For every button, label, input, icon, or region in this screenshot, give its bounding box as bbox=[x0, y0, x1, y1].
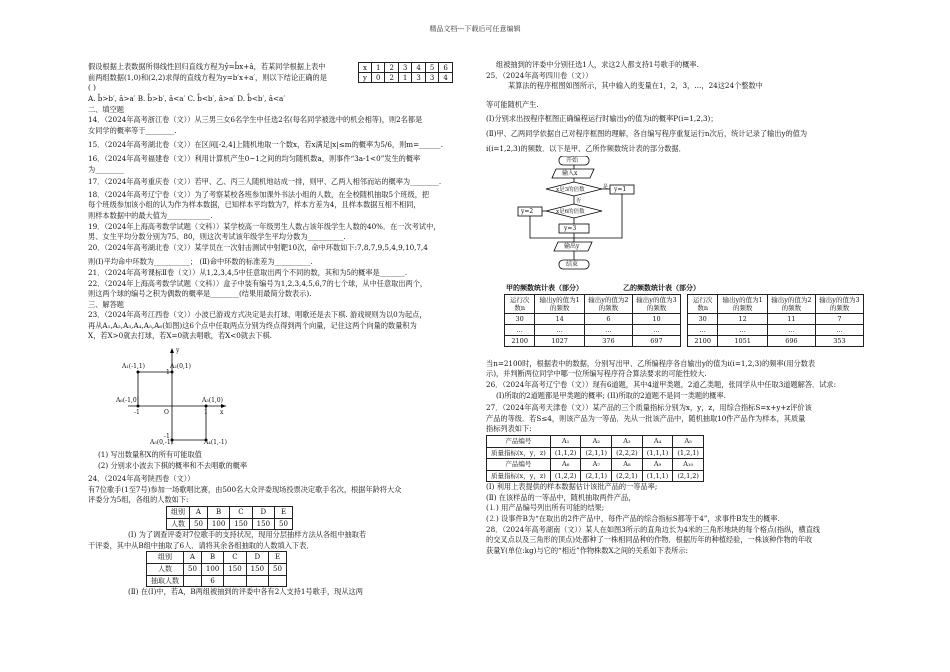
q18-cont: 则样本数据中的最大值为____________. bbox=[88, 210, 213, 220]
label-neg1x: -1 bbox=[134, 409, 140, 417]
cell: A₆ bbox=[550, 459, 581, 471]
cell: 6 bbox=[439, 63, 452, 73]
cell: D bbox=[246, 552, 268, 564]
cell: 3 bbox=[412, 73, 425, 83]
q28: 28．（2024年高考湖南（文））某人在如图3所示的直角边长为4米的三角形地块的每个格点(指纵，横直线 bbox=[486, 524, 821, 534]
freq-title-b: 乙的频数统计表（部分） bbox=[623, 283, 700, 293]
cell: A₅ bbox=[673, 435, 704, 447]
cell bbox=[246, 575, 268, 587]
cell: 6 bbox=[584, 313, 632, 324]
q24i-cont: 干评委，其中从B组中抽取了6人．请将其余各组抽取的人数填入下表． bbox=[88, 540, 314, 550]
cell: A₉ bbox=[642, 459, 673, 471]
freq-titles bbox=[506, 283, 864, 294]
cell: (1,1,1) bbox=[642, 470, 673, 482]
cell: 3 bbox=[425, 73, 438, 83]
cell: 150 bbox=[246, 564, 268, 576]
q17: 17．（2024年高考重庆卷（文））若甲、乙、丙三人随机地站成一排，则甲、乙两人相邻而站的概率为________. bbox=[88, 177, 442, 187]
label-x: x bbox=[220, 409, 224, 417]
cell: 输出y的值为2的频数 bbox=[767, 294, 815, 313]
flow-cond1: x是3的倍数 bbox=[556, 187, 585, 194]
label-neg1: -1 bbox=[164, 433, 170, 441]
freq-tables bbox=[504, 294, 864, 347]
flow-end: 结束 bbox=[566, 261, 579, 269]
cell: 100 bbox=[207, 518, 229, 530]
flow-y2: y=2 bbox=[521, 208, 534, 216]
label-a5: A₅(0,-1) bbox=[150, 439, 173, 447]
q15: 15．（2024年高考湖北卷（文））在区间[-2,4]上随机地取一个数x，若x满足|x|≤m的概率为5/6，则m=______. bbox=[88, 140, 443, 150]
left-column bbox=[88, 62, 356, 94]
cell: 7 bbox=[815, 313, 863, 324]
cell: 150 bbox=[252, 518, 274, 530]
cell: 4 bbox=[412, 63, 425, 73]
q22: 22．（2024年上海高考数学试题（文科））盒子中装有编号为1,2,3,4,5,6,7的七个球，从中任意取出两个， bbox=[88, 278, 428, 288]
cell: 6 bbox=[201, 575, 223, 587]
section-title: 三、解答题 bbox=[88, 299, 124, 309]
flow-yes: 是 bbox=[603, 184, 609, 191]
cell: 抽取人数 bbox=[147, 575, 184, 587]
q23-cont: X，若X>0就去打球，若X=0就去唱歌，若X<0就去下棋. bbox=[88, 331, 272, 341]
label-a2: A₂(0,1) bbox=[170, 363, 191, 371]
cell: 30 bbox=[505, 313, 535, 324]
q27b-cont: (⒉) 设事件B为“在取出的2件产品中，每件产品的综合指标S都等于4”，求事件B发生的概率. bbox=[486, 514, 780, 524]
sampling-table bbox=[146, 551, 287, 587]
q14-cont: 女同学的概率等于________. bbox=[88, 125, 177, 135]
cell: (1,1,1) bbox=[642, 447, 673, 459]
cell: (2,1,2) bbox=[673, 470, 704, 482]
cell: 输出y的值为1的频数 bbox=[535, 294, 585, 313]
q25f: 当n=2100时，根据表中的数据，分别写出甲、乙所编程序各自输出y的值为i(i=1,2,3)的频率(用分数表 bbox=[486, 358, 816, 368]
cell: (2,1,1) bbox=[581, 447, 612, 459]
cell: 11 bbox=[767, 313, 815, 324]
label-a4: A₄(1,-1) bbox=[204, 439, 227, 447]
cell: 1051 bbox=[718, 335, 768, 346]
cell: 353 bbox=[815, 335, 863, 346]
left-column-main bbox=[88, 94, 470, 598]
cell: A₂ bbox=[581, 435, 612, 447]
cell: y bbox=[359, 73, 372, 83]
cell: 100 bbox=[201, 564, 223, 576]
cell: 人数 bbox=[147, 564, 184, 576]
cell: 运行次数n bbox=[688, 294, 718, 313]
flowchart-svg bbox=[514, 156, 644, 281]
q24ii: (Ⅱ) 在(Ⅰ)中，若A，B两组被抽到的评委中各有2人支持1号歌手，现从这两 bbox=[128, 587, 363, 597]
cell: (2,2,2) bbox=[612, 447, 643, 459]
cell: … bbox=[584, 324, 632, 335]
cell: 输出y的值为3的频数 bbox=[815, 294, 863, 313]
q26-cont: (I)所取的2道题都是甲类题的概率; (II)所取的2道题不是同一类题的概率. bbox=[496, 390, 726, 400]
cell: 质量指标(x，y，z) bbox=[487, 447, 551, 459]
cell: 50 bbox=[275, 518, 293, 530]
cell: … bbox=[767, 324, 815, 335]
q18: 18．（2024年高考辽宁卷（文））为了考察某校各班参加课外书法小组的人数，在全校随机抽取5个班级，把 bbox=[88, 189, 430, 199]
cell: 输出y的值为2的频数 bbox=[584, 294, 632, 313]
cell: 0 bbox=[371, 73, 384, 83]
cell: 3 bbox=[398, 63, 411, 73]
cell: A₃ bbox=[612, 435, 643, 447]
cell: 150 bbox=[224, 564, 246, 576]
q22-cont: 则这两个球的编号之积为偶数的概率是________(结果用最简分数表示). bbox=[88, 289, 312, 299]
right-column bbox=[486, 60, 864, 556]
freq-table-b bbox=[687, 294, 864, 347]
xy-table bbox=[358, 62, 453, 83]
cell: 50 bbox=[269, 564, 287, 576]
cell: A bbox=[184, 552, 202, 564]
q20-cont: 则(Ⅰ)平均命中环数为__________； (Ⅱ)命中环数的标准差为__________. bbox=[88, 257, 313, 267]
intro-line: ( ) bbox=[88, 83, 96, 93]
cell: 376 bbox=[584, 335, 632, 346]
q23-cont: 再从A₁,A₂,A₃,A₄,A₅,A₆(如图)这6个点中任取两点分别为终点得到两个向量，记住这两个向量的数量积为 bbox=[88, 320, 417, 330]
q19-cont: 男、女生平均分数分别为75、80，则这次考试该年级学生平均分数为__________. bbox=[88, 232, 346, 242]
cell: A₄ bbox=[642, 435, 673, 447]
q23b: (2) 分别求小波去下棋的概率和不去唱歌的概率 bbox=[98, 460, 248, 470]
label-y: y bbox=[176, 347, 180, 355]
q16-cont: 为________ bbox=[88, 164, 124, 174]
cell: 输出y的值为1的频数 bbox=[718, 294, 768, 313]
cell: … bbox=[632, 324, 680, 335]
freq-table-a bbox=[504, 294, 681, 347]
choices: A. b̂>b′, â>a′ B. b̂>b′, â<a′ C. b̂<b′, â>a′ D. b̂<b′, â<a′ bbox=[88, 94, 285, 103]
cell: (1,2,1) bbox=[673, 447, 704, 459]
cell: 2 bbox=[385, 63, 398, 73]
q25b: 等可能随机产生. bbox=[486, 99, 539, 109]
q24i: (Ⅰ) 为了调查评委对7位歌手的支持状况，现用分层抽样方法从各组中抽取若 bbox=[128, 530, 367, 540]
cell: B bbox=[201, 552, 223, 564]
quality-table bbox=[486, 435, 704, 482]
flow-no: 否 bbox=[576, 198, 582, 205]
cell: 1 bbox=[371, 63, 384, 73]
cell: 2100 bbox=[688, 335, 718, 346]
cell: x bbox=[359, 63, 372, 73]
q27-cont: 产品的等级．若S≤4，则该产品为一等品．先从一批该产品中，随机抽取10件产品作为样本，其质量 bbox=[486, 413, 806, 423]
cell: 质量指标(x，y，z) bbox=[487, 470, 551, 482]
cell: D bbox=[252, 507, 274, 519]
page-header: 精品文档---下载后可任意编辑 bbox=[429, 25, 521, 33]
q21: 21．（2024年高考课标Ⅱ卷（文））从1,2,3,4,5中任意取出两个不同的数，其和为5的概率是_______. bbox=[88, 267, 408, 277]
q24-cont: 评委分为5组，各组的人数如下: bbox=[88, 495, 189, 505]
cell: … bbox=[688, 324, 718, 335]
flow-y3: y=3 bbox=[564, 225, 577, 233]
q27b: (Ⅰ) 利用上表提供的样本数据估计该批产品的一等品率; bbox=[486, 482, 658, 492]
cell: (1,1,2) bbox=[550, 447, 581, 459]
intro-line: 假设根据上表数据所得线性回归直线方程为ŷ=b̂x+â，若某同学根据上表中 bbox=[88, 62, 326, 71]
q26: 26．（2024年高考辽宁卷（文））现有6道题，其中4道甲类题，2道乙类题，张同学从中任取3道题解答．试求: bbox=[486, 379, 837, 389]
cell: 组别 bbox=[147, 552, 184, 564]
cell: 组别 bbox=[167, 507, 190, 519]
label-1x: 1 bbox=[204, 409, 208, 417]
q24: 24．（2024年高考陕西卷（文）） bbox=[88, 474, 195, 484]
cell: B bbox=[207, 507, 229, 519]
cell: 50 bbox=[184, 564, 202, 576]
q18-cont: 每个班级参加该小组的认为作为样本数据，已知样本平均数为7，样本方差为4，且样本数据互相不相同， bbox=[88, 200, 421, 210]
cell: A₈ bbox=[612, 459, 643, 471]
cell bbox=[224, 575, 246, 587]
flow-input: 输入x bbox=[562, 170, 578, 178]
cell: E bbox=[275, 507, 293, 519]
cell: 产品编号 bbox=[487, 459, 551, 471]
cell: (2,1,1) bbox=[581, 470, 612, 482]
q28-cont: 获量Y(单位:kg)与它的“相近”作物株数X之间的关系如下表所示: bbox=[486, 545, 688, 555]
q14: 14．（2024年高考浙江卷（文））从三男三女6名学生中任选2名(每名同学被选中的机会相等)，则2名都是 bbox=[88, 115, 423, 125]
cell bbox=[184, 575, 202, 587]
cell: 150 bbox=[230, 518, 252, 530]
q25: 25．（2024年高考四川卷（文）） bbox=[486, 70, 593, 80]
label-a6: A₆(-1,0) bbox=[116, 397, 139, 405]
label-1: 1 bbox=[166, 369, 170, 377]
cell: 运行次数n bbox=[505, 294, 535, 313]
q27b-cont: (Ⅱ) 在该样品的一等品中，随机抽取两件产品， bbox=[486, 492, 636, 502]
cell: A₁₀ bbox=[673, 459, 704, 471]
cell: … bbox=[718, 324, 768, 335]
q25e: i(i=1,2,3)的频数．以下是甲、乙所作频数统计表的部分数据． bbox=[486, 143, 686, 153]
flow-start: 开始 bbox=[566, 157, 579, 165]
flowchart bbox=[514, 156, 634, 281]
cell: (1,2,2) bbox=[550, 470, 581, 482]
r1: 组被抽到的评委中分别任选1人，求这2人都支持1号歌手的概率. bbox=[496, 60, 699, 69]
q23: 23．（2024年高考江西卷（文））小波已游戏方式决定是去打球、唱歌还是去下棋. 游戏规则为以0为起点， bbox=[88, 310, 427, 320]
q28-cont: 的交叉点以及三角形的顶点)处都种了一株相同品种的作物．根据历年的种植经验，一株该种作物的年收 bbox=[486, 535, 813, 545]
cell: … bbox=[815, 324, 863, 335]
flow-output: 输出y bbox=[564, 243, 580, 251]
coordinate-figure bbox=[108, 346, 227, 447]
label-a3: A₃(1,0) bbox=[202, 397, 223, 405]
label-a1: A₁(-1,1) bbox=[122, 363, 145, 371]
q27-cont: 指标列表如下: bbox=[486, 424, 532, 434]
q25a: 某算法的程序框图如图所示，其中输入的变量在1，2，3，…，24这24个整数中 bbox=[508, 81, 763, 91]
q23a: (1) 写出数量积X的所有可能取值 bbox=[98, 450, 202, 460]
cell: 2 bbox=[385, 73, 398, 83]
q20: 20．（2024年高考湖北卷（文））某学员在一次射击测试中射靶10次，命中环数如下:7,8,7,9,5,4,9,10,7,4 bbox=[88, 242, 428, 252]
cell: 696 bbox=[767, 335, 815, 346]
cell: A bbox=[190, 507, 208, 519]
cell: A₇ bbox=[581, 459, 612, 471]
cell: 10 bbox=[632, 313, 680, 324]
cell: A₁ bbox=[550, 435, 581, 447]
cell: 50 bbox=[190, 518, 208, 530]
cell: C bbox=[230, 507, 252, 519]
cell: … bbox=[535, 324, 585, 335]
cell: 14 bbox=[535, 313, 585, 324]
cell: (2,2,1) bbox=[612, 470, 643, 482]
q25d: (Ⅱ)甲、乙两同学依据自己对程序框图的理解，各自编写程序重复运行n次后，统计记录了输出y的值为 bbox=[486, 128, 808, 138]
intro-line: 前两组数据(1,0)和(2,2)求得的直线方程为y=b′x+a′，则以下结论正确的是 bbox=[88, 72, 327, 82]
cell: 输出y的值为3的频数 bbox=[632, 294, 680, 313]
cell: 人数 bbox=[167, 518, 190, 530]
freq-title-a: 甲的频数统计表（部分） bbox=[506, 283, 583, 293]
cell: 5 bbox=[425, 63, 438, 73]
q25c: (Ⅰ)分别求出按程序框图正确编程运行时输出y的值为i的概率P(i=1,2,3)； bbox=[486, 114, 718, 124]
q16: 16．（2024年高考福建卷（文））利用计算机产生0~1之间的均匀随机数a，则事件“3a-1<0”发生的概率 bbox=[88, 153, 421, 163]
cell: 产品编号 bbox=[487, 435, 551, 447]
flow-y1: y=1 bbox=[614, 186, 627, 194]
cell: 30 bbox=[688, 313, 718, 324]
cell: 2100 bbox=[505, 335, 535, 346]
q25f-cont: 示)，并判断两位同学中哪一位所编写程序符合算法要求的可能性较大. bbox=[486, 369, 707, 379]
q19: 19．（2024年上海高考数学试题（文科））某学校高一年级男生人数占该年级学生人数的40%．在一次考试中， bbox=[88, 221, 441, 231]
cell: 1027 bbox=[535, 335, 585, 346]
cell: 4 bbox=[439, 73, 452, 83]
cell: … bbox=[505, 324, 535, 335]
flow-cond2: x是6的倍数 bbox=[556, 209, 585, 216]
cell bbox=[269, 575, 287, 587]
cell: 1 bbox=[398, 73, 411, 83]
cell: C bbox=[224, 552, 246, 564]
cell: 12 bbox=[718, 313, 768, 324]
group-table bbox=[166, 506, 293, 530]
cell: E bbox=[269, 552, 287, 564]
label-o: O bbox=[164, 409, 169, 417]
q27b-cont: (⒈) 用产品编号列出所有可能的结果; bbox=[486, 503, 605, 513]
q27: 27．（2024年高考天津卷（文））某产品的三个质量指标分别为x，y，z，用综合指标S=x+y+z评价该 bbox=[486, 403, 812, 413]
section-title: 二、填空题 bbox=[88, 104, 124, 114]
q24-cont: 有7位歌手(1至7号)参加一场歌唱比赛，由500名大众评委现场投票决定歌手名次，根据年龄将大众 bbox=[88, 484, 402, 494]
cell: 697 bbox=[632, 335, 680, 346]
